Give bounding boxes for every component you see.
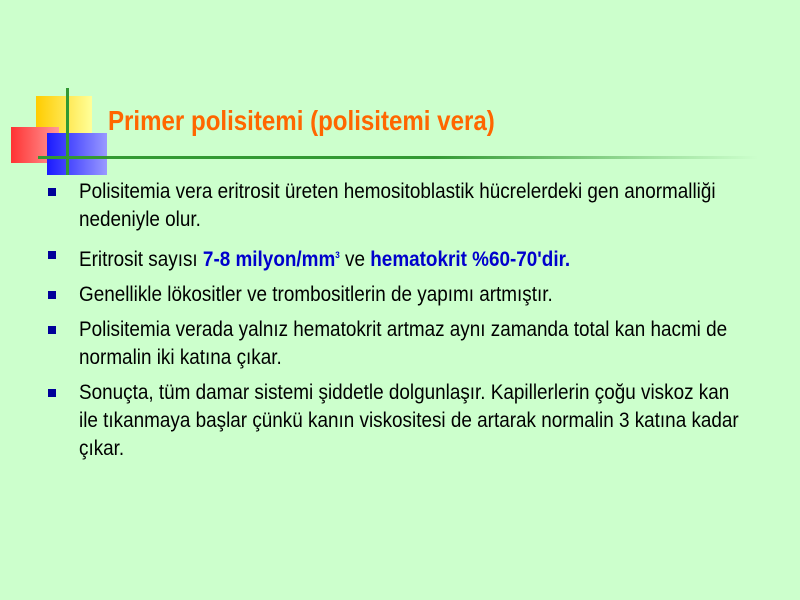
list-item bbox=[48, 379, 748, 463]
bullet-list bbox=[48, 178, 748, 470]
bullet-prefix: Eritrosit sayısı bbox=[79, 248, 203, 271]
list-item bbox=[48, 316, 748, 372]
bullet-text: Polisitemia vera eritrosit üreten hemositoblastik hücrelerdeki gen anormalliği nedeniyle olur. bbox=[79, 180, 716, 231]
erythrocyte-count-value bbox=[203, 248, 340, 271]
title-underline bbox=[38, 156, 758, 159]
count-value-text: 7-8 milyon/mm bbox=[202, 248, 336, 271]
list-item bbox=[48, 178, 748, 234]
square-bullet-icon bbox=[48, 291, 56, 299]
bullet-text bbox=[79, 241, 747, 274]
bullet-text: Polisitemia verada yalnız hematokrit artmaz aynı zamanda total kan hacmi de normalin iki katına çıkar. bbox=[79, 318, 728, 369]
square-bullet-icon bbox=[48, 389, 56, 397]
bullet-text: Genellikle lökositler ve trombositlerin de yapımı artmıştır. bbox=[79, 283, 553, 306]
square-bullet-icon bbox=[48, 251, 56, 259]
square-bullet-icon bbox=[48, 188, 56, 196]
blue-square bbox=[47, 133, 107, 175]
list-item bbox=[48, 281, 748, 309]
list-item bbox=[48, 241, 748, 274]
bullet-text: Sonuçta, tüm damar sistemi şiddetle dolgunlaşır. Kapillerlerin çoğu viskoz kan ile tıkanmaya başlar çünkü kanın viskositesi de artarak normalin 3 katına kadar çıkar. bbox=[79, 381, 739, 460]
hematocrit-value: hematokrit %60-70'dir. bbox=[370, 248, 571, 271]
bullet-connector: ve bbox=[339, 248, 371, 271]
slide-title: Primer polisitemi (polisitemi vera) bbox=[108, 105, 495, 136]
square-bullet-icon bbox=[48, 326, 56, 334]
decorative-squares-graphic bbox=[0, 0, 120, 180]
count-unit-superscript: 3 bbox=[335, 250, 340, 260]
